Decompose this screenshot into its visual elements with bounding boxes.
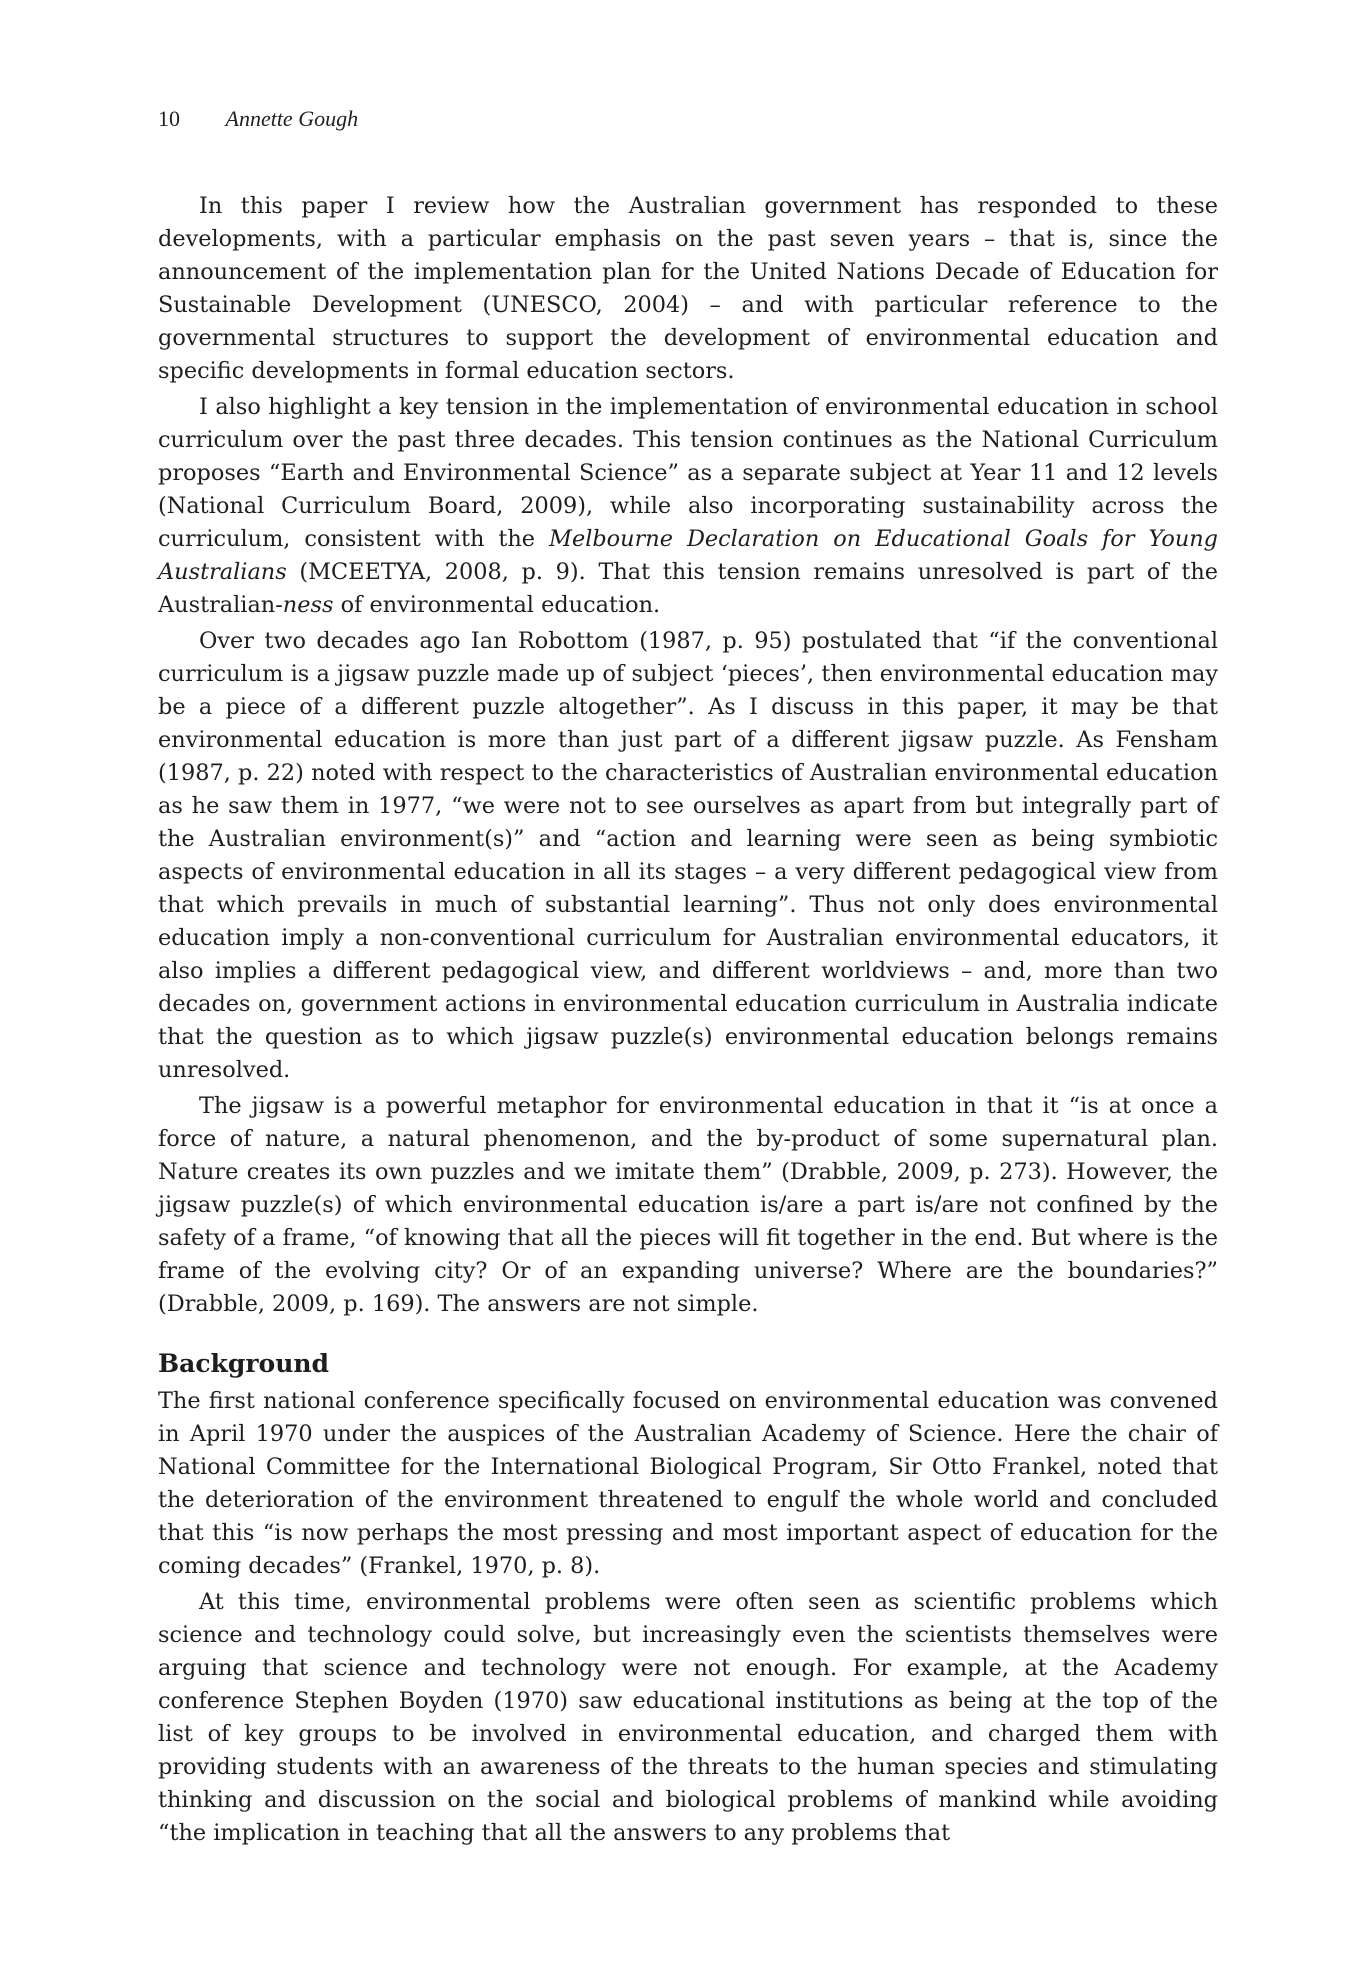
paragraph-2 (158, 391, 1218, 622)
body-text (158, 190, 1218, 1850)
section-heading: Background (158, 1349, 330, 1378)
paragraph-3: Over two decades ago Ian Robottom (1987, p. 95) postulated that “if the conventional curriculum is a jigsaw puzzle made up of subject ‘pieces’, then environmental education may be a piece of a different puzzle altogether”. As I discuss in this paper, it may be that environmental education is more than just part of a different jigsaw puzzle. As Fensham (1987, p. 22) noted with respect to the characteristics of Australian environmental education as he saw them in 1977, “we were not to see ourselves as apart from but integrally part of the Australian environment(s)” and “action and learning were seen as being symbiotic aspects of environmental education in all its stages – a very different pedagogical view from that which prevails in much of substantial learning”. Thus not only does environmental education imply a non-conventional curriculum for Australian environmental educators, it also implies a different pedagogical view, and different worldviews – and, more than two decades on, government actions in environmental education curriculum in Australia indicate that the question as to which jigsaw puzzle(s) environmental education belongs remains unresolved. (158, 628, 1218, 1083)
paragraph-2-ness-italic: ness (282, 592, 334, 618)
author-name: Annette Gough (225, 106, 359, 131)
paragraph-4: The jigsaw is a powerful metaphor for environmental education in that it “is at once a force of nature, a natural phenomenon, and the by-product of some supernatural plan. Nature creates its own puzzles and we imitate them” (Drabble, 2009, p. 273). However, the jigsaw puzzle(s) of which environmental education is/are a part is/are not confined by the safety of a frame, “of knowing that all the pieces will fit together in the end. But where is the frame of the evolving city? Or of an expanding universe? Where are the boundaries?” (Drabble, 2009, p. 169). The answers are not simple. (158, 1093, 1218, 1317)
running-header (158, 106, 358, 132)
paragraph-2-title-italic: Melbourne Declaration on Educational Goals for Young Australians (158, 526, 1218, 585)
paragraph-2-text-c: of environmental education. (333, 592, 661, 618)
section-paragraph-2: At this time, environmental problems were often seen as scientific problems which science and technology could solve, but increasingly even the scientists themselves were arguing that science and technology were not enough. For example, at the Academy conference Stephen Boyden (1970) saw educational institutions as being at the top of the list of key groups to be involved in environmental education, and charged them with providing students with an awareness of the threats to the human species and stimulating thinking and discussion on the social and biological problems of mankind while avoiding “the implication in teaching that all the answers to any problems that (158, 1589, 1218, 1846)
page-number: 10 (158, 106, 180, 131)
paragraph-2-text-a: I also highlight a key tension in the implementation of environmental education in school curriculum over the past three decades. This tension continues as the National Curriculum proposes “Earth and Environmental Science” as a separate subject at Year 11 and 12 levels (National Curriculum Board, 2009), while also incorporating sustainability across the curriculum, consistent with the (158, 394, 1218, 552)
paragraph-2-text-b: (MCEETYA, 2008, p. 9). That this tension remains unresolved is part of the Australian- (158, 559, 1218, 618)
section-paragraph-1: The first national conference specifically focused on environmental education was convened in April 1970 under the auspices of the Australian Academy of Science. Here the chair of National Committee for the International Biological Program, Sir Otto Frankel, noted that the deterioration of the environment threatened to engulf the whole world and concluded that this “is now perhaps the most pressing and most important aspect of education for the coming decades” (Frankel, 1970, p. 8). (158, 1388, 1218, 1579)
paragraph-1: In this paper I review how the Australian government has responded to these developments, with a particular emphasis on the past seven years – that is, since the announcement of the implementation plan for the United Nations Decade of Education for Sustainable Development (UNESCO, 2004) – and with particular reference to the governmental structures to support the development of environmental education and specific developments in formal education sectors. (158, 193, 1218, 384)
